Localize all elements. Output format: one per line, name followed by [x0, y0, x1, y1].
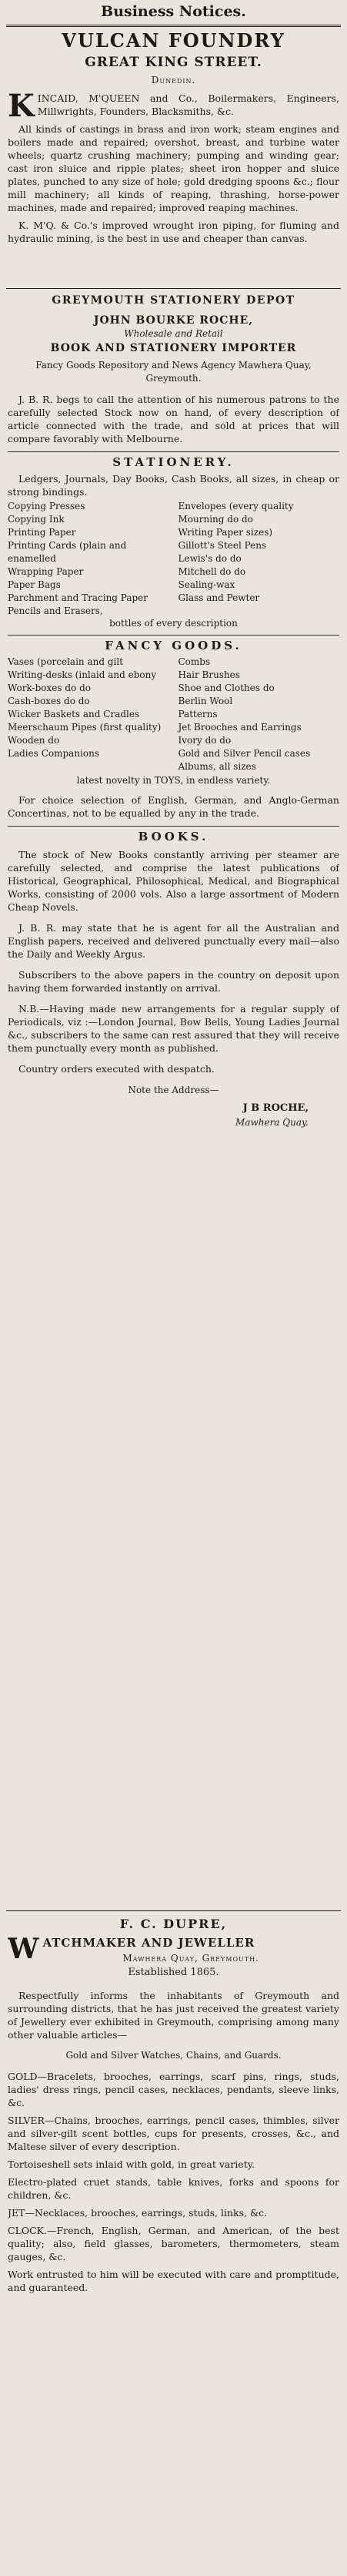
roche-signature: J B ROCHE, [242, 1102, 309, 1114]
vulcan-dropcap: K [8, 88, 35, 124]
vulcan-street: GREAT KING STREET. [85, 55, 262, 70]
subscribers-text: Subscribers to the above papers in the country on deposit upon having them forwarded instantly on arrival. [8, 969, 339, 994]
stationery-item: Writing Paper sizes) [178, 527, 273, 538]
fancy-goods-item: Patterns [178, 709, 218, 719]
vulcan-title: VULCAN FOUNDRY [62, 29, 285, 52]
dupre-dropcap: W [8, 1933, 40, 1965]
vulcan-foundry-ad [8, 29, 339, 285]
roche-stationery-ad [8, 294, 339, 1904]
dupre-watches: Gold and Silver Watches, Chains, and Guards. [65, 2050, 282, 2061]
dupre-est: Established 1865. [128, 1967, 219, 1978]
stationery-item: Printing Cards (plain and enamelled [8, 540, 127, 564]
vulcan-city: Dunedin. [151, 75, 196, 86]
note-address: Note the Address— [128, 1085, 219, 1095]
stationery-item: Mitchell do do [178, 566, 246, 577]
stationery-item: Envelopes (every quality [178, 501, 294, 512]
dupre-addr: Mawhera Quay, Greymouth. [122, 1953, 259, 1964]
fancy-goods-item: Vases (porcelain and gilt [8, 656, 124, 667]
fancy-goods-item: Hair Brushes [178, 669, 240, 680]
dupre-intro: Respectfully informs the inhabitants of Greymouth and surrounding districts, that he has just received the greatest variety of Jewellery ever exhibited in Greymouth, comprising among many other valuable articles— [8, 1990, 339, 2041]
fancy-goods-item: Ivory do do [178, 735, 232, 746]
vulcan-intro [8, 88, 339, 124]
dupre-name: F. C. DUPRE, [119, 1917, 228, 1931]
roche-fancy: Fancy Goods Repository and News Agency Mawhera Quay, Greymouth. [35, 360, 312, 384]
page-title: Business Notices. [101, 3, 246, 20]
fancy-goods-item: Writing-desks (inlaid and ebony [8, 669, 157, 680]
dupre-electro: Electro-plated cruet stands, table knives, forks and spoons for children, &c. [8, 2176, 339, 2201]
roche-name: JOHN BOURKE ROCHE, [93, 314, 254, 327]
dupre-tortoise: Tortoiseshell sets inlaid with gold, in great variety. [8, 2158, 255, 2170]
nb-text: N.B.—Having made new arrangements for a regular supply of Periodicals, viz :—London Journal, Bow Bells, Young Ladies Journal &c., subscribers to the same can rest assured that they will receive them punctually every month as published. [8, 1003, 339, 1054]
vulcan-para1: All kinds of castings in brass and iron work; steam engines and boilers made and repaired; overshot, breast, and turbine water wheels; quartz crushing machinery; pumping and winding gear; cast iron sluice and ripple plates; sheet iron hopper and sluice plates, punched to any size of hole; gold dredging spoons &c.; flour mill machinery; all kinds of reaping, thrashing, horse-power machines, made and repaired; improved reaping machines. [8, 123, 339, 213]
roche-sub-rule [8, 451, 339, 452]
vulcan-para2: K. M'Q. & Co.'s improved wrought iron piping, for fluming and hydraulic mining, is the best in use and cheaper than canvas. [8, 220, 339, 244]
stationery-item: Glass and Pewter [178, 592, 260, 603]
stationery-item: Paper Bags [8, 579, 61, 590]
stationery-right-col [179, 500, 340, 618]
fancy-goods-item: Wooden do [8, 735, 60, 746]
dupre-jeweller-ad [8, 1917, 339, 2571]
stationery-item: Gillott's Steel Pens [178, 540, 267, 551]
stationery-tail: bottles of every description [109, 618, 238, 629]
books-heading: BOOKS. [138, 830, 209, 844]
divider-2 [6, 1910, 341, 1911]
stationery-item: Printing Paper [8, 527, 76, 538]
stationery-item: Wrapping Paper [8, 566, 84, 577]
fancy-heading: FANCY GOODS. [105, 639, 242, 652]
divider-1 [6, 288, 341, 289]
roche-title: GREYMOUTH STATIONERY DEPOT [52, 294, 295, 307]
roche-wholesale: Wholesale and Retail [124, 328, 223, 339]
stationery-item: Copying Ink [8, 514, 65, 525]
stationery-item: Copying Presses [8, 501, 85, 512]
fancy-goods-item: Cash-boxes do do [8, 696, 90, 706]
dupre-silver: SILVER—Chains, brooches, earrings, pencil cases, thimbles, silver and silver-gilt scent bottles, cups for presents, crosses, &c., and Maltese silver of every description. [8, 2115, 339, 2152]
fancy-tail: latest novelty in TOYS, in endless variety. [76, 775, 271, 786]
stationery-heading: STATIONERY. [112, 455, 235, 469]
dupre-clock: CLOCK.—French, English, German, and American, of the best quality; also, field glasses, barometers, thermometers, steam gauges, &c. [8, 2225, 339, 2262]
stationery-left-col [8, 500, 169, 618]
dupre-gold: GOLD—Bracelets, brooches, earrings, scarf pins, rings, studs, ladies' dress rings, pencil cases, necklaces, pendants, sleeve links, &c. [8, 2071, 339, 2108]
fancy-left-col [8, 656, 169, 773]
fancy-right-col [179, 656, 340, 773]
header-rule [6, 25, 341, 27]
vulcan-intro-text: INCAID, M'QUEEN and Co., Boilermakers, Engineers, Millwrights, Founders, Blacksmiths, &c. [37, 92, 339, 117]
dupre-trade: ATCHMAKER AND JEWELLER [42, 1936, 255, 1950]
fancy-goods-item: Berlin Wool [178, 696, 233, 706]
country-text: Country orders executed with despatch. [18, 1063, 215, 1075]
fancy-goods-item: Ladies Companions [8, 748, 100, 759]
roche-place: Mawhera Quay. [235, 1117, 309, 1128]
fancy-goods-item: Meerschaum Pipes (first quality) [8, 722, 162, 733]
fancy-goods-item: Combs [178, 656, 211, 667]
stationery-line: Ledgers, Journals, Day Books, Cash Books, all sizes, in cheap or strong bindings. [8, 473, 339, 498]
fancy-goods-item: Shoe and Clothes do [178, 683, 275, 693]
stationery-item: Mourning do do [178, 514, 253, 525]
fancy-list [8, 656, 339, 773]
fancy-goods-item: Work-boxes do do [8, 683, 91, 693]
stationery-list [8, 500, 339, 618]
books-rule [8, 826, 339, 827]
stationery-item: Parchment and Tracing Paper [8, 592, 148, 603]
concertinas-text: For choice selection of English, German, and Anglo-German Concertinas, not to be equalled by any in the trade. [8, 794, 339, 819]
dupre-work: Work entrusted to him will be executed with care and promptitude, and guaranteed. [8, 2269, 339, 2293]
dupre-jet: JET—Necklaces, brooches, earrings, studs, links, &c. [8, 2207, 268, 2219]
fancy-goods-item: Albums, all sizes [178, 761, 256, 772]
fancy-goods-item: Wicker Baskets and Cradles [8, 709, 140, 719]
fancy-rule [8, 635, 339, 636]
roche-intro: J. B. R. begs to call the attention of his numerous patrons to the carefully selected Stock now on hand, of every description of article connected with the trade, and sold at prices that will compare favorably with Melbourne. [8, 394, 339, 444]
agent-text: J. B. R. may state that he is agent for all the Australian and English papers, received and delivered punctually every mail—also the Daily and Weekly Argus. [8, 922, 339, 960]
stationery-item: Pencils and Erasers, [8, 605, 103, 616]
fancy-goods-item: Jet Brooches and Earrings [178, 722, 302, 733]
books-text: The stock of New Books constantly arriving per steamer are carefully selected, and comprise the latest publications of Historical, Geographical, Philosophical, Medical, and Biographical Works, consisting of 2000 vols. Also a large assortment of Modern Cheap Novels. [8, 849, 339, 913]
fancy-goods-item: Gold and Silver Pencil cases [178, 748, 311, 759]
stationery-item: Lewis's do do [178, 553, 242, 564]
roche-importer: BOOK AND STATIONERY IMPORTER [50, 342, 297, 354]
stationery-item: Sealing-wax [178, 579, 235, 590]
